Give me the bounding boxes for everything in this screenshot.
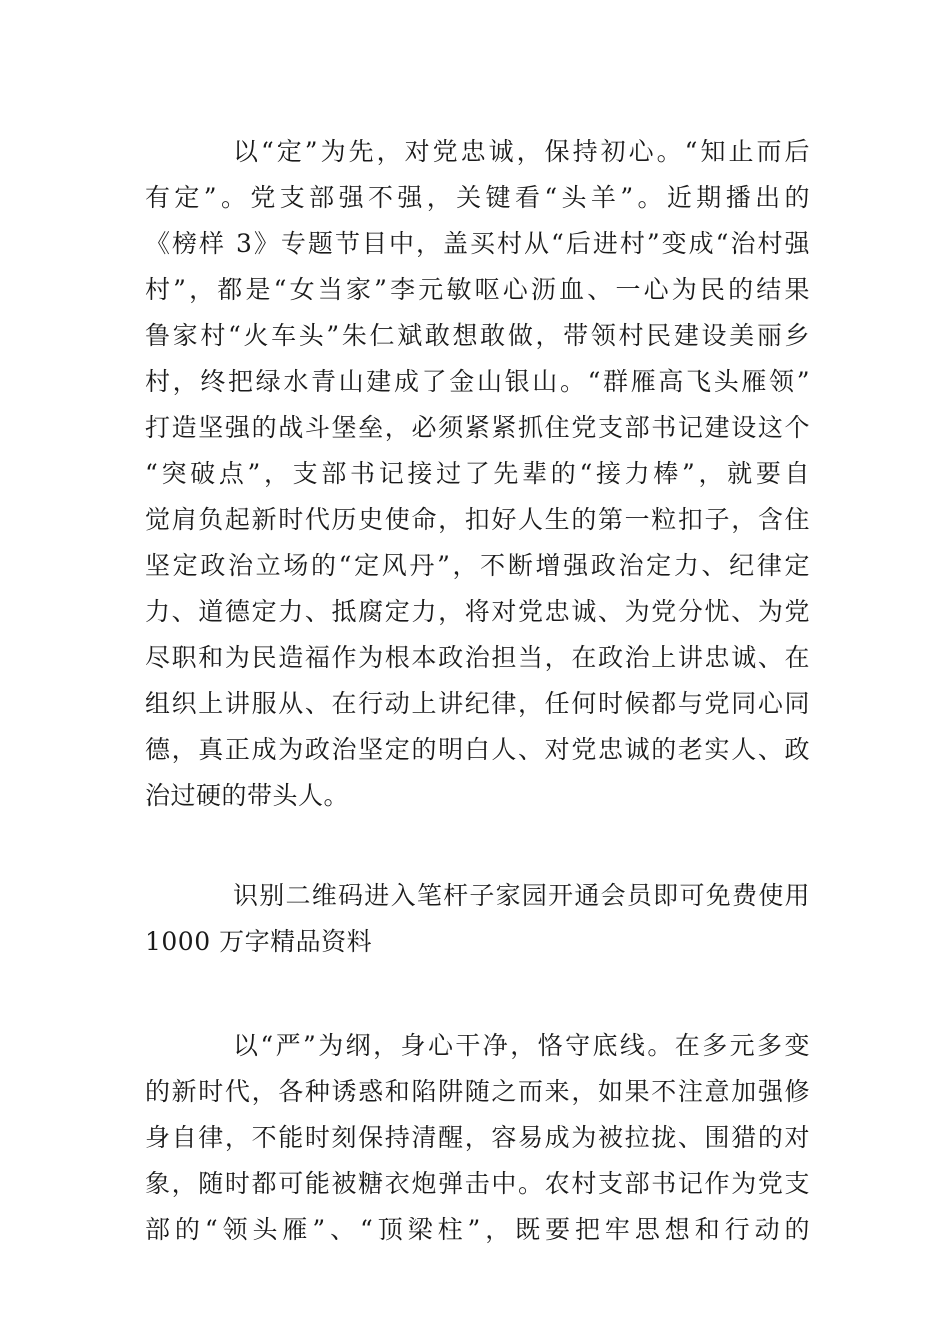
- text-line: 部的“领头雁”、“顶梁柱”，既要把牢思想和行动的: [145, 1215, 810, 1244]
- text-line: 组织上讲服从、在行动上讲纪律，任何时候都与党同心同: [145, 689, 810, 718]
- text-line: 有定”。党支部强不强，关键看“头羊”。近期播出的: [145, 183, 810, 212]
- paragraph-discipline: [145, 1023, 810, 1253]
- text-line: 识别二维码进入笔杆子家园开通会员即可免费使用: [233, 881, 810, 910]
- text-line: 村”，都是“女当家”李元敏呕心沥血、一心为民的结果: [145, 275, 810, 304]
- paragraph-promo: [145, 873, 810, 965]
- text-line: 觉肩负起新时代历史使命，扣好人生的第一粒扣子，含住: [145, 505, 810, 534]
- text-line: 象，随时都可能被糖衣炮弹击中。农村支部书记作为党支: [145, 1169, 810, 1198]
- text-line: 1000 万字精品资料: [145, 927, 373, 956]
- text-line: 德，真正成为政治坚定的明白人、对党忠诚的老实人、政: [145, 735, 810, 764]
- text-line: 《榜样 3》专题节目中，盖买村从“后进村”变成“治村强: [145, 229, 810, 258]
- text-line: 以“严”为纲，身心干净，恪守底线。在多元多变: [233, 1031, 810, 1060]
- text-line: 打造坚强的战斗堡垒，必须紧紧抓住党支部书记建设这个: [145, 413, 810, 442]
- text-line: 治过硬的带头人。: [145, 781, 350, 810]
- text-line: 以“定”为先，对党忠诚，保持初心。“知止而后: [233, 137, 810, 166]
- text-line: 坚定政治立场的“定风丹”，不断增强政治定力、纪律定: [145, 551, 810, 580]
- text-line: 鲁家村“火车头”朱仁斌敢想敢做，带领村民建设美丽乡: [145, 321, 810, 350]
- text-line: 尽职和为民造福作为根本政治担当，在政治上讲忠诚、在: [145, 643, 810, 672]
- text-line: 身自律，不能时刻保持清醒，容易成为被拉拢、围猎的对: [145, 1123, 810, 1152]
- text-line: “突破点”，支部书记接过了先辈的“接力棒”，就要自: [145, 459, 810, 488]
- text-line: 村，终把绿水青山建成了金山银山。“群雁高飞头雁领”: [145, 367, 810, 396]
- text-line: 力、道德定力、抵腐定力，将对党忠诚、为党分忧、为党: [145, 597, 810, 626]
- text-line: 的新时代，各种诱惑和陷阱随之而来，如果不注意加强修: [145, 1077, 810, 1106]
- paragraph-loyalty: [145, 129, 810, 819]
